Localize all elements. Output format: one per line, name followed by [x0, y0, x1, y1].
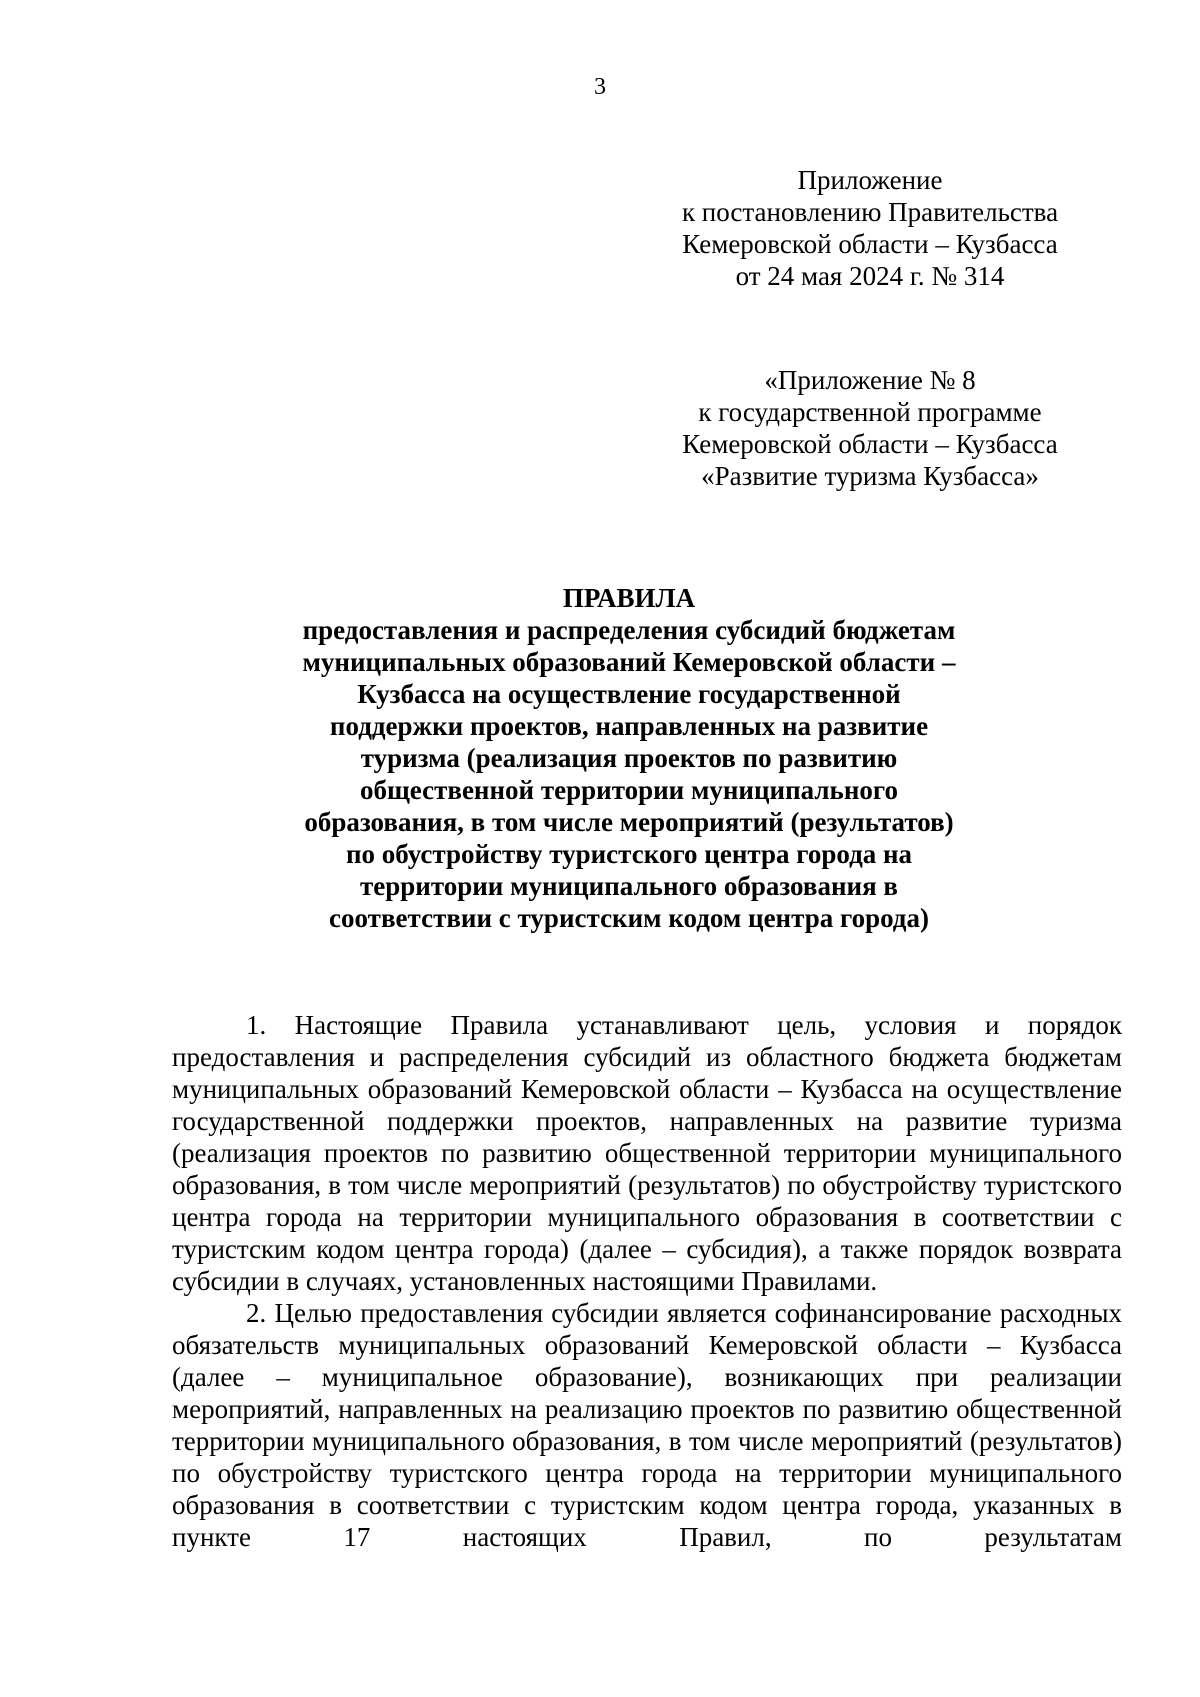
- program-block: [640, 364, 1100, 492]
- program-line: к государственной программе: [698, 397, 1042, 427]
- page-number: 3: [594, 74, 606, 100]
- title-line: по обустройству туристского центра города на: [345, 839, 913, 869]
- program-line: «Развитие туризма Кузбасса»: [701, 461, 1039, 491]
- title-line: территории муниципального образования в: [359, 871, 899, 901]
- title-line: поддержки проектов, направленных на развитие: [329, 711, 929, 741]
- program-line: «Приложение № 8: [764, 365, 976, 395]
- title-line: туризма (реализация проектов по развитию: [360, 743, 898, 773]
- approval-block: [640, 164, 1100, 292]
- approval-line: Приложение: [797, 165, 943, 195]
- approval-line: к постановлению Правительства: [681, 197, 1059, 227]
- title-line: предоставления и распределения субсидий бюджетам: [302, 615, 956, 645]
- approval-line: от 24 мая 2024 г. № 314: [735, 261, 1005, 291]
- approval-line: Кемеровской области – Кузбасса: [682, 229, 1058, 259]
- title-line: Кузбасса на осуществление государственной: [357, 679, 901, 709]
- title-line: муниципальных образований Кемеровской области –: [302, 647, 956, 677]
- title-line: общественной территории муниципального: [360, 775, 898, 805]
- document-title: [270, 582, 988, 934]
- body-text: [172, 1009, 1122, 1553]
- title-line: образования, в том числе мероприятий (результатов): [304, 807, 954, 837]
- program-line: Кемеровской области – Кузбасса: [682, 429, 1058, 459]
- paragraph-2: 2. Целью предоставления субсидии является софинансирование расходных обязательств муниципальных образований Кемеровской области – Кузбасса (далее – муниципальное образование), возникающих при реализации мероприятий, направленных на реализацию проектов по развитию общественной территории муниципального образования, в том числе мероприятий (результатов) по обустройству туристского центра города на территории муниципального образования в соответствии с туристским кодом центра города, указанных в пункте 17 настоящих Правил, по результатам: [172, 1298, 1122, 1552]
- title-line: соответствии с туристским кодом центра города): [329, 903, 929, 933]
- paragraph-1: 1. Настоящие Правила устанавливают цель, условия и порядок предоставления и распределения субсидий из областного бюджета бюджетам муниципальных образований Кемеровской области – Кузбасса на осуществление государственной поддержки проектов, направленных на развитие туризма (реализация проектов по развитию общественной территории муниципального образования, в том числе мероприятий (результатов) по обустройству туристского центра города на территории муниципального образования в соответствии с туристским кодом центра города) (далее – субсидия), а также порядок возврата субсидии в случаях, установленных настоящими Правилами.: [172, 1010, 1122, 1296]
- title-heading: ПРАВИЛА: [562, 583, 696, 613]
